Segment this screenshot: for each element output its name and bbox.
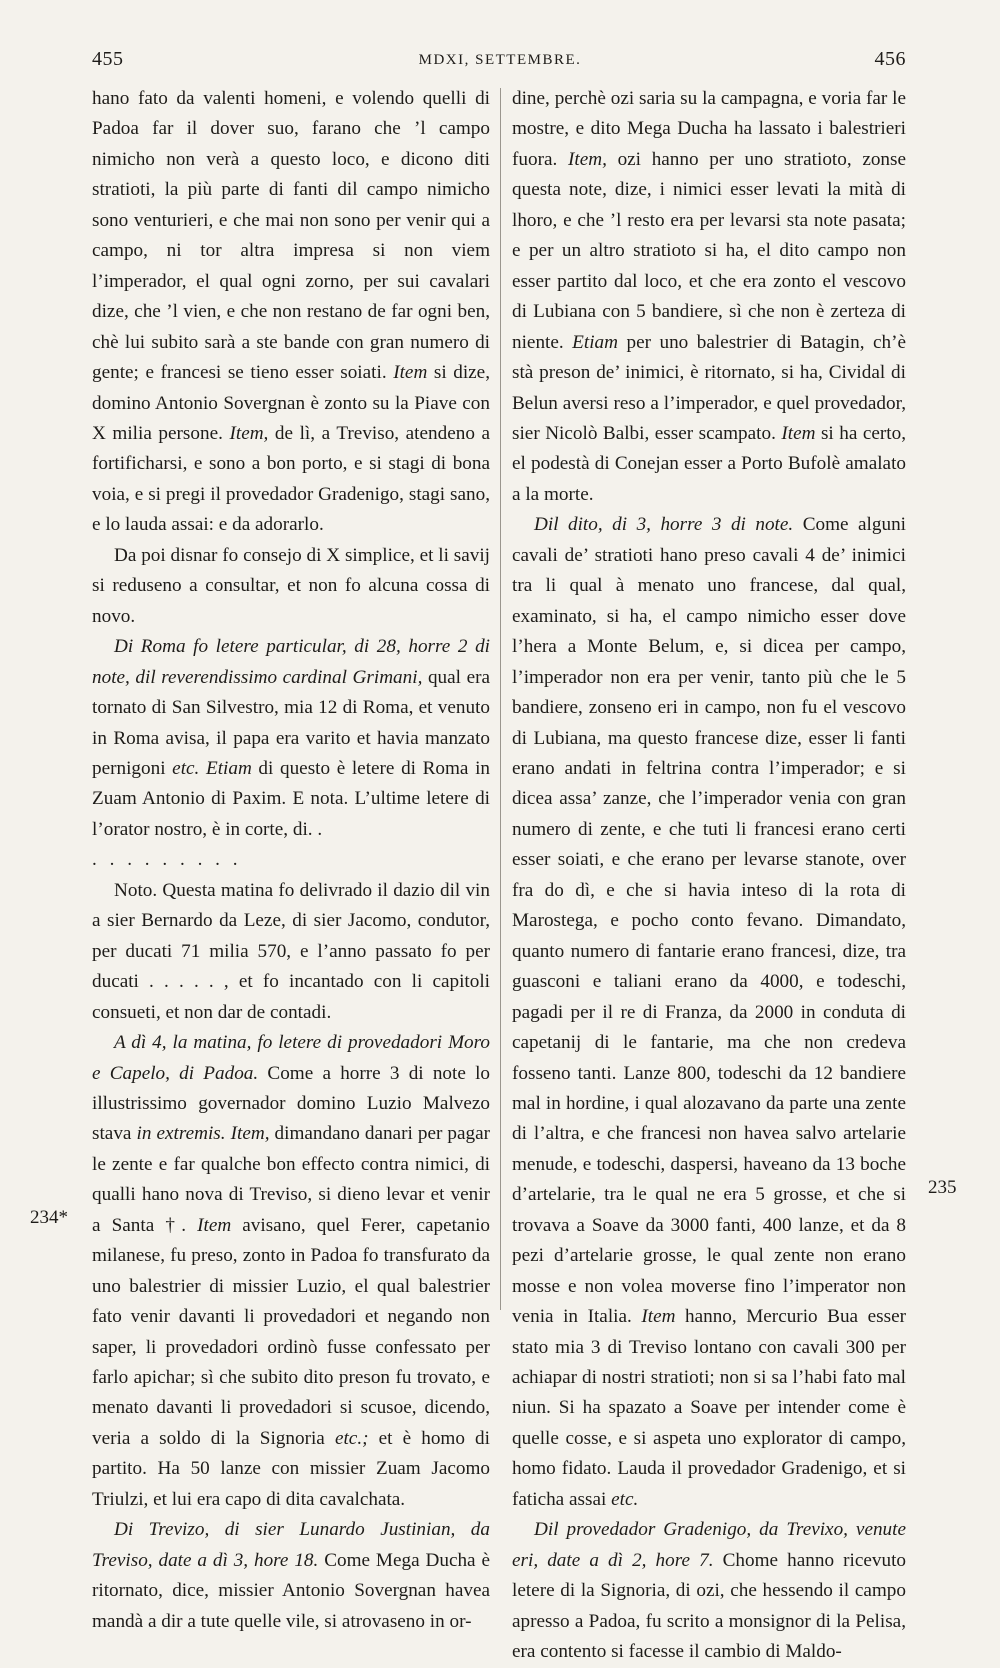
running-title: MDXI, SETTEMBRE. (418, 52, 582, 68)
paragraph: Di Trevizo, di sier Lunardo Justinian, da Treviso, date a dì 3, hore 18. Come Mega Ducha è ritornato, dice, missier Antonio Sovergnan havea mandà a dir a tute quelle vile, si atrovaseno in or- (92, 1519, 490, 1632)
paragraph: Di Roma fo letere particular, di 28, horre 2 di note, dil reverendissimo cardinal Grimani, qual era tornato di San Silvestro, mia 12 di Roma, et venuto in Roma avisa, il papa era varito et havia manzato pernigoni etc. Etiam di questo è letere di Roma in Zuam Antonio di Paxim. E nota. L’ultime letere di l’orator nostro, è in corte, di. . (92, 636, 490, 840)
paragraph: Da poi disnar fo consejo di X simplice, et li savij si reduseno a consultar, et non fo alcuna cossa di novo. (92, 544, 490, 627)
paragraph: Dil provedador Gradenigo, da Trevixo, venute eri, date a dì 2, hore 7. Chome hanno ricevuto letere di la Signoria, di ozi, che hessendo il campo apresso a Padoa, fu scrito a monsignor di la Pelisa, era contento si facesse il cambio di Maldo- (512, 1519, 907, 1663)
ellipsis-line: . . . . . . . . . (92, 849, 242, 871)
paragraph: A dì 4, la matina, fo letere di provedadori Moro e Capelo, di Padoa. Come a horre 3 di note lo illustrissimo governador domino Luzio Malvezo stava in extremis. Item, dimandano danari per pagar le zente e far qualche bon effecto contra nimici, di qualli hano nova di Treviso, si dieno levar et venir a Santa †. Item avisano, quel Ferer, capetanio milanese, fu preso, zonto in Padoa fo transfurato da uno balestrier di missier Luzio, el qual balestrier fato venir davanti li provedadori et negando non saper, li provedadori ordinò fusse confessato per farlo apichar; sì che subito dito preson fu trovato, e menato davanti li provedadori si scusoe, dicendo, veria a soldo di la Signoria etc.; et è homo di partito. Ha 50 lanze con missier Zuam Jacomo Triulzi, et lui era capo di dita cavalchata. (92, 1032, 491, 1510)
left-column (92, 84, 490, 1637)
page-number-right: 456 (874, 48, 906, 70)
paragraph: hano fato da valenti homeni, e volendo quelli di Padoa far il dover suo, farano che ’l campo nimicho non verà a questo loco, e dicono diti stratioti, la più parte di fanti dil campo nimicho sono venturieri, e che mai non sono per venir qui a campo, ni tor altra impresa si non viem l’imperador, el qual ogni zorno, per sui cavalari dize, che ’l vien, e che non restano de far ogni ben, chè lui subito sarà a ste bande con gran numero di gente; e francesi se tieno esser soiati. Item si dize, domino Antonio Sovergnan è zonto su la Piave con X milia persone. Item, de lì, a Treviso, atendeno a fortificharsi, e sono a bon porto, e si stagi di bona voia, e si pregi il provedador Gradenigo, stagi sano, e lo lauda assai: e da adorarlo. (92, 88, 490, 536)
paragraph: dine, perchè ozi saria su la campagna, e voria far le mostre, e dito Mega Ducha ha lassato i balestrieri fuora. Item, ozi hanno per uno stratioto, zonse questa note, dize, i nimici esser levati la mità di lhoro, e che ’l resto era per levarsi sta note pasata; e per un altro stratioto si ha, el dito campo non esser partito dal loco, et che era zonto el vescovo di Lubiana con 5 bandiere, sì che non è zerteza di niente. Etiam per uno balestrier di Batagin, ch’è stà preson de’ inimici, è ritornato, si ha, Cividal di Belun aversi reso a l’imperador, e quel provedador, sier Nicolò Balbi, esser scampato. Item si ha certo, el podestà di Conejan esser a Porto Bufolè amalato a la morte. (512, 88, 907, 505)
margin-number-left: 234* (30, 1207, 68, 1228)
margin-number-right: 235 (928, 1177, 957, 1198)
column-divider (500, 88, 501, 1310)
page-number-left: 455 (92, 48, 124, 70)
paragraph: Noto. Questa matina fo delivrado il dazio dil vin a sier Bernardo da Leze, di sier Jacomo, condutor, per ducati 71 milia 570, e l’anno passato fo per ducati . . . . . , et fo incantado con li capitoli consueti, et non dar de contadi. (92, 879, 490, 1023)
right-column (512, 84, 906, 1668)
paragraph: Dil dito, di 3, horre 3 di note. Come alguni cavali de’ stratioti hano preso cavali 4 de’ inimici tra li qual à menato uno francese, dal qual, examinato, si ha, el campo nimicho esser dove l’hera a Monte Belum, e, si dicea per campo, l’imperador non era per venir, tanto più che le 5 bandiere, zonseno eri in campo, non fu el vescovo di Lubiana, ma questo francese dize, esser li fanti erano andati in feltrina contra l’imperador; e si dicea assa’ zanze, che l’imperador venia con gran numero di zente, e che tuti li francesi erano certi esser soiati, e che erano per levarse stanote, over fra do dì, e che si havia inteso di la rota di Marostega, e pocho conto fevano. Dimandato, quanto numero di fantarie erano francesi, dize, tra guasconi e taliani erano da 4000, e todeschi, pagadi per il re di Franza, da 2000 in conduta di capetanij di le fantarie, ma che non credeva fosseno tanti. Lanze 800, todeschi da 12 bandiere mal in hordine, i qual alozavano da parte una zente di l’altra, e che francesi non havea salvo artelarie menude, e todeschi, daspersi, haveano da 13 boche d’artelarie, tra le qual ne era 5 grosse, et che si trovava a Soave da 3000 fanti, 400 lanze, et da 8 pezi d’artelarie grosse, le qual zente non erano mosse e non volea moverse fino l’imperator non venia in Italia. Item hanno, Mercurio Bua esser stato mia 3 di Treviso lontano con cavali 300 per achiapar di nostri stratioti; non si sa l’habi fato mal niun. Si ha spazato a Soave per intender come è quelle cosse, e si aspeta uno explorator di campo, homo fidato. Lauda il provedador Gradenigo, et si faticha assai etc. (512, 514, 906, 1510)
